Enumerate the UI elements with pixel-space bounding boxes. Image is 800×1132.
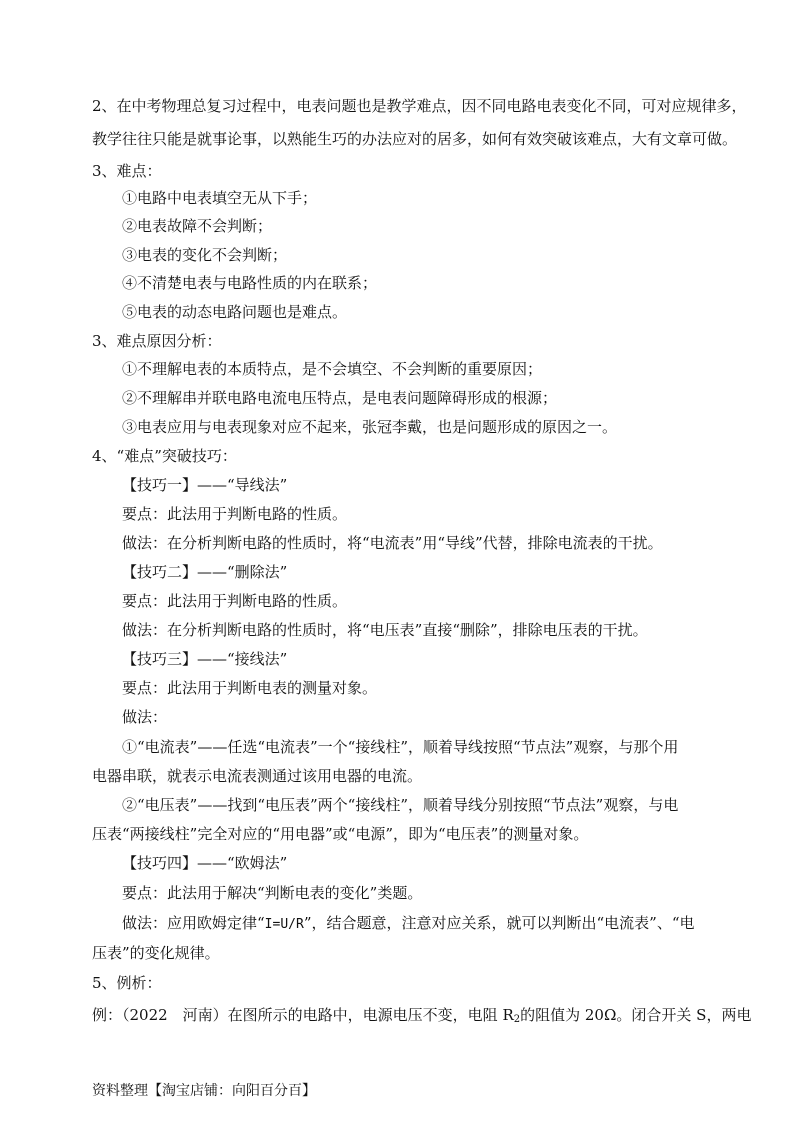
heading-examples: 5、例析： [92, 974, 162, 992]
tip-4-title: 【技巧四】——“欧姆法” [122, 854, 288, 872]
tip-3-ammeter-line-1: ①“电流表”——任选“电流表”一个“接线柱”，顺着导线按照“节点法”观察，与那个用 [122, 738, 679, 756]
paragraph-2-line-1: 2、在中考物理总复习过程中，电表问题也是教学难点，因不同电路电表变化不同，可对应规律多， [92, 97, 747, 115]
tip-2-title: 【技巧二】——“删除法” [122, 563, 288, 581]
difficulty-item-2: ②电表故障不会判断； [122, 217, 273, 235]
tip-3-point: 要点：此法用于判断电表的测量对象。 [122, 679, 378, 697]
difficulty-item-1: ①电路中电表填空无从下手； [122, 189, 318, 207]
example-line-1 [92, 1005, 752, 1030]
ohms-law-formula: I=U/R [264, 917, 304, 932]
cause-item-1: ①不理解电表的本质特点，是不会填空、不会判断的重要原因； [122, 360, 543, 378]
difficulty-item-3: ③电表的变化不会判断； [122, 246, 288, 264]
tip-3-title: 【技巧三】——“接线法” [122, 650, 288, 668]
paragraph-2-line-2: 教学往往只能是就事论事，以熟能生巧的办法应对的居多，如何有效突破该难点，大有文章可做。 [92, 130, 738, 148]
tip-3-voltmeter-line-2: 压表“两接线柱”完全对应的“用电器”或“电源”，即为“电压表”的测量对象。 [92, 825, 589, 843]
tip-4-point: 要点：此法用于解决“判断电表的变化”类题。 [122, 884, 423, 902]
tip-4-method-text-a: 做法：应用欧姆定律“ [122, 914, 265, 932]
resistor-subscript: 2 [513, 1014, 521, 1025]
tip-4-method-line-2: 压表”的变化规律。 [92, 944, 220, 962]
tip-3-method-label: 做法： [122, 708, 168, 726]
tip-1-method: 做法：在分析判断电路的性质时，将“电流表”用“导线”代替，排除电流表的干扰。 [122, 534, 663, 552]
tip-3-voltmeter-line-1: ②“电压表”——找到“电压表”两个“接线柱”，顺着导线分别按照“节点法”观察，与电 [122, 796, 679, 814]
heading-difficulties: 3、难点： [92, 162, 162, 180]
tip-1-point: 要点：此法用于判断电路的性质。 [122, 505, 348, 523]
difficulty-item-5: ⑤电表的动态电路问题也是难点。 [122, 303, 348, 321]
tip-4-method-text-b: ”，结合题意，注意对应关系，就可以判断出“电流表”、“电 [303, 914, 695, 932]
tip-4-method-line-1 [122, 913, 722, 935]
heading-techniques: 4、“难点”突破技巧： [92, 447, 237, 465]
tip-3-ammeter-line-2: 电器串联，就表示电流表测通过该用电器的电流。 [92, 767, 423, 785]
example-text-b: 的阻值为 20Ω。闭合开关 S，两电 [520, 1006, 752, 1024]
example-text-a: 例：（2022 河南）在图所示的电路中，电源电压不变，电阻 R [92, 1006, 514, 1024]
cause-item-3: ③电表应用与电表现象对应不起来，张冠李戴，也是问题形成的原因之一。 [122, 418, 618, 436]
tip-2-method: 做法：在分析判断电路的性质时，将“电压表”直接“删除”，排除电压表的干扰。 [122, 621, 648, 639]
tip-2-point: 要点：此法用于判断电路的性质。 [122, 592, 348, 610]
page-footer: 资料整理【淘宝店铺：向阳百分百】 [92, 1083, 316, 1099]
heading-cause-analysis: 3、难点原因分析： [92, 332, 222, 350]
cause-item-2: ②不理解串并联电路电流电压特点，是电表问题障碍形成的根源； [122, 389, 558, 407]
difficulty-item-4: ④不清楚电表与电路性质的内在联系； [122, 274, 378, 292]
tip-1-title: 【技巧一】——“导线法” [122, 476, 288, 494]
